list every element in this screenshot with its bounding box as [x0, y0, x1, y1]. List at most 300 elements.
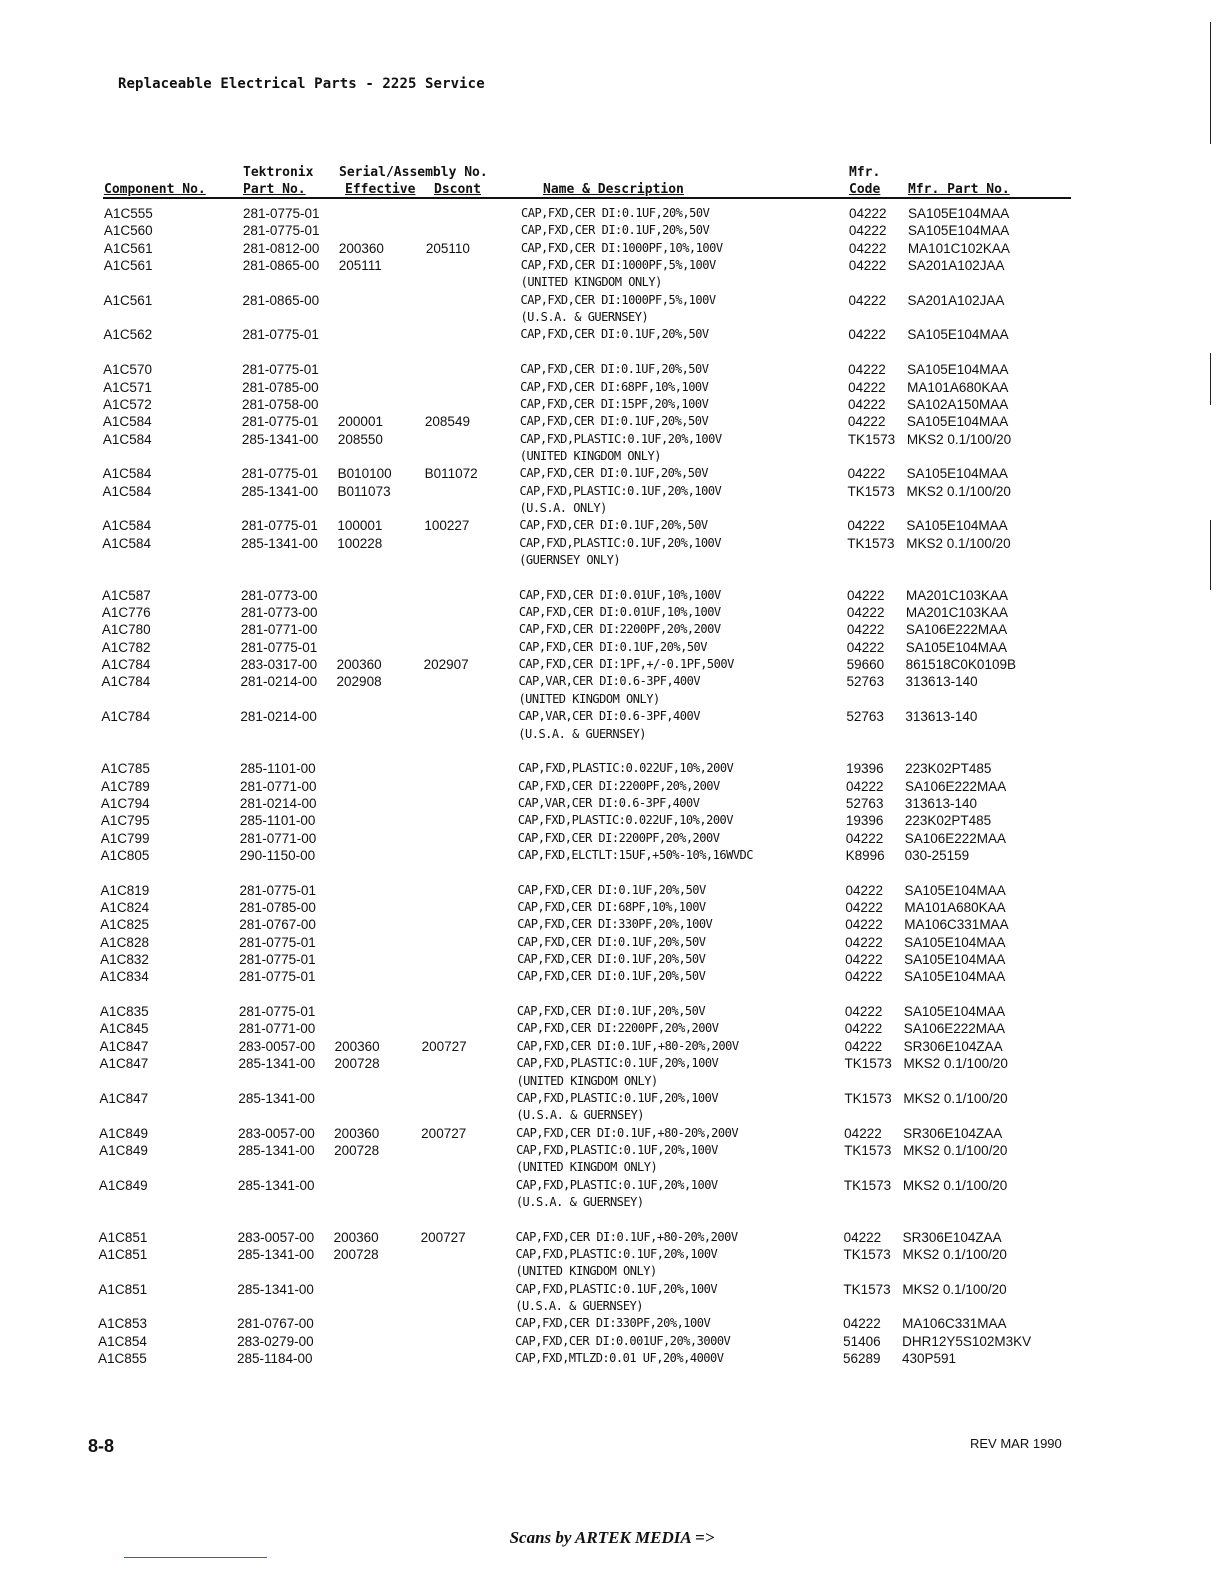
- col-tektronix-label: Tektronix: [243, 165, 314, 180]
- mfr-code-cell: 51406: [843, 1333, 881, 1349]
- component-no-cell: A1C555: [104, 206, 153, 221]
- mfr-code-cell: 04222: [848, 327, 886, 343]
- description-cell: CAP,FXD,PLASTIC:0.022UF,10%,200V: [517, 813, 733, 828]
- mfr-part-no-cell: SA105E104MAA: [904, 952, 1006, 968]
- tek-part-no-cell: 281-0214-00: [240, 674, 318, 690]
- tek-part-no-cell: 283-0279-00: [237, 1333, 314, 1349]
- tek-part-no-cell: 281-0775-01: [238, 1004, 316, 1020]
- description-cell: CAP,FXD,ELCTLT:15UF,+50%-10%,16WVDC: [517, 847, 753, 862]
- mfr-part-no-cell: SA105E104MAA: [906, 414, 1009, 430]
- serial-effective-cell: 200728: [334, 1142, 380, 1158]
- mfr-code-cell: 04222: [847, 518, 885, 534]
- tek-part-no-cell: 285-1341-00: [238, 1090, 315, 1106]
- serial-dscont-cell: 200727: [421, 1038, 467, 1054]
- col-effective-label: Effective: [345, 182, 416, 197]
- description-cell: CAP,FXD,PLASTIC:0.1UF,20%,100V: [516, 1142, 718, 1157]
- serial-effective-cell: 100228: [337, 535, 383, 551]
- description-cell: (GUERNSEY ONLY): [519, 553, 621, 567]
- component-no-cell: A1C824: [100, 900, 150, 915]
- tek-part-no-cell: 281-0773-00: [240, 605, 318, 621]
- component-no-cell: A1C849: [98, 1177, 148, 1193]
- mfr-code-cell: 04222: [844, 1021, 883, 1037]
- mfr-part-no-cell: 313613-140: [905, 709, 978, 725]
- component-no-cell: A1C584: [102, 535, 152, 551]
- component-no-cell: A1C587: [102, 587, 151, 603]
- tek-part-no-cell: 285-1341-00: [237, 1281, 314, 1297]
- mfr-code-cell: 04222: [848, 396, 886, 412]
- mfr-code-cell: 04222: [845, 969, 883, 985]
- description-cell: (U.S.A. & GUERNSEY): [518, 726, 647, 741]
- mfr-code-cell: TK1573: [843, 1247, 891, 1262]
- tek-part-no-cell: 281-0865-00: [242, 258, 320, 274]
- description-cell: CAP,FXD,PLASTIC:0.022UF,10%,200V: [518, 761, 734, 776]
- mfr-code-cell: 56289: [843, 1351, 881, 1367]
- component-no-cell: A1C584: [102, 431, 152, 447]
- mfr-part-no-cell: MKS2 0.1/100/20: [903, 1142, 1008, 1158]
- tek-part-no-cell: 285-1341-00: [241, 535, 318, 551]
- mfr-code-cell: 52763: [846, 709, 884, 725]
- component-no-cell: A1C825: [100, 917, 150, 933]
- mfr-code-cell: 04222: [847, 587, 885, 603]
- mfr-part-no-cell: 313613-140: [904, 795, 977, 811]
- description-cell: CAP,FXD,PLASTIC:0.1UF,20%,100V: [515, 1177, 718, 1192]
- description-cell: (U.S.A. & GUERNSEY): [516, 1108, 645, 1123]
- col-part-no-label: Part No.: [243, 182, 306, 197]
- mfr-part-no-cell: SA106E222MAA: [903, 1021, 1006, 1037]
- mfr-code-cell: 04222: [849, 206, 887, 221]
- tek-part-no-cell: 285-1341-00: [238, 1056, 316, 1072]
- serial-effective-cell: B011073: [337, 483, 391, 499]
- description-cell: CAP,FXD,CER DI:330PF,20%,100V: [517, 917, 713, 932]
- component-no-cell: A1C799: [100, 830, 150, 846]
- mfr-part-no-cell: MKS2 0.1/100/20: [902, 1177, 1008, 1193]
- mfr-code-cell: 04222: [848, 258, 887, 274]
- description-cell: CAP,FXD,CER DI:0.1UF,20%,50V: [519, 518, 708, 533]
- mfr-part-no-cell: SA105E104MAA: [906, 466, 1008, 482]
- mfr-code-cell: TK1573: [847, 483, 895, 499]
- col-serial-header: [339, 164, 488, 181]
- description-cell: CAP,FXD,CER DI:2200PF,20%,200V: [516, 1021, 719, 1036]
- serial-effective-cell: 200360: [334, 1038, 380, 1054]
- tek-part-no-cell: 281-0775-01: [242, 327, 319, 343]
- component-no-cell: A1C828: [100, 934, 149, 950]
- description-cell: CAP,FXD,CER DI:0.01UF,10%,100V: [518, 605, 721, 620]
- mfr-code-cell: TK1573: [847, 431, 896, 447]
- mfr-code-cell: 04222: [845, 882, 883, 898]
- description-cell: CAP,FXD,CER DI:0.1UF,20%,50V: [520, 362, 709, 377]
- header-rule: [103, 197, 1071, 199]
- tek-part-no-cell: 281-0767-00: [239, 917, 316, 933]
- mfr-part-no-cell: MKS2 0.1/100/20: [906, 483, 1011, 499]
- mfr-part-no-cell: SA102A150MAA: [907, 396, 1009, 412]
- tek-part-no-cell: 281-0771-00: [239, 830, 317, 846]
- mfr-code-cell: 04222: [845, 830, 884, 846]
- description-cell: CAP,FXD,PLASTIC:0.1UF,20%,100V: [519, 535, 722, 550]
- description-cell: (U.S.A. & GUERNSEY): [515, 1194, 644, 1209]
- component-no-cell: A1C849: [99, 1125, 148, 1141]
- mfr-code-cell: 04222: [843, 1316, 881, 1332]
- component-no-cell: A1C851: [98, 1247, 148, 1262]
- serial-dscont-cell: B011072: [424, 466, 478, 482]
- col-name-header: [543, 181, 684, 198]
- scan-credit: Scans by ARTEK MEDIA =>: [509, 1528, 715, 1547]
- mfr-part-no-cell: MA106C331MAA: [904, 917, 1009, 933]
- component-no-cell: A1C835: [99, 1004, 149, 1020]
- tek-part-no-cell: 281-0775-01: [239, 969, 316, 985]
- tek-part-no-cell: 281-0775-01: [239, 934, 316, 950]
- tek-part-no-cell: 285-1341-00: [238, 1142, 315, 1158]
- description-cell: CAP,VAR,CER DI:0.6-3PF,400V: [517, 795, 700, 810]
- mfr-code-cell: TK1573: [844, 1142, 892, 1158]
- col-effective-header: [345, 181, 415, 198]
- mfr-code-cell: TK1573: [847, 535, 895, 551]
- mfr-code-cell: 04222: [845, 934, 883, 950]
- mfr-part-no-cell: MA101C102KAA: [907, 240, 1010, 256]
- component-no-cell: A1C561: [103, 240, 153, 256]
- mfr-part-no-cell: SA105E104MAA: [903, 1004, 1006, 1020]
- mfr-part-no-cell: MA101A680KAA: [904, 900, 1006, 915]
- description-cell: CAP,FXD,PLASTIC:0.1UF,20%,100V: [516, 1056, 719, 1071]
- component-no-cell: A1C584: [102, 483, 152, 499]
- serial-effective-cell: B010100: [337, 466, 392, 482]
- description-cell: (UNITED KINGDOM ONLY): [520, 275, 662, 290]
- component-no-cell: A1C571: [103, 379, 152, 395]
- mfr-code-cell: 04222: [846, 639, 885, 655]
- tek-part-no-cell: 281-0775-01: [241, 466, 319, 482]
- description-cell: (U.S.A. & GUERNSEY): [520, 310, 649, 325]
- col-tektronix-header: [243, 164, 313, 198]
- col-component-header: [104, 181, 206, 198]
- tek-part-no-cell: 281-0775-01: [241, 414, 319, 430]
- description-cell: CAP,FXD,CER DI:2200PF,20%,200V: [517, 830, 720, 845]
- col-mfr-part-label: Mfr. Part No.: [908, 182, 1010, 197]
- mfr-code-cell: 04222: [848, 362, 886, 378]
- mfr-part-no-cell: SA105E104MAA: [907, 362, 1009, 378]
- tek-part-no-cell: 281-0785-00: [242, 379, 319, 395]
- serial-effective-cell: 200360: [334, 1125, 380, 1141]
- description-cell: (UNITED KINGDOM ONLY): [516, 1160, 658, 1175]
- mfr-code-cell: 59660: [846, 657, 885, 673]
- description-cell: CAP,FXD,CER DI:0.1UF,+80-20%,200V: [516, 1125, 739, 1140]
- description-cell: CAP,FXD,CER DI:1000PF,5%,100V: [520, 292, 716, 307]
- description-cell: CAP,FXD,CER DI:0.1UF,20%,50V: [517, 952, 706, 967]
- bottom-link-line: [124, 1557, 267, 1558]
- tek-part-no-cell: 281-0771-00: [238, 1021, 316, 1037]
- mfr-part-no-cell: SA105E104MAA: [904, 934, 1006, 950]
- tek-part-no-cell: 283-0057-00: [237, 1229, 315, 1245]
- col-component-label: Component No.: [104, 182, 206, 197]
- description-cell: CAP,FXD,PLASTIC:0.1UF,20%,100V: [516, 1090, 719, 1105]
- mfr-part-no-cell: SA105E104MAA: [908, 206, 1010, 221]
- component-no-cell: A1C819: [100, 882, 150, 898]
- description-cell: CAP,FXD,CER DI:2200PF,20%,200V: [518, 778, 720, 793]
- tek-part-no-cell: 281-0775-01: [239, 882, 317, 898]
- mfr-part-no-cell: SR306E104ZAA: [902, 1229, 1002, 1245]
- component-no-cell: A1C785: [101, 761, 150, 777]
- mfr-code-cell: 04222: [846, 622, 885, 638]
- component-no-cell: A1C561: [103, 258, 153, 274]
- component-no-cell: A1C584: [102, 414, 152, 430]
- mfr-part-no-cell: SA201A102JAA: [907, 258, 1005, 274]
- mfr-code-cell: 52763: [846, 674, 885, 690]
- component-no-cell: A1C845: [99, 1021, 149, 1037]
- component-no-cell: A1C784: [101, 657, 151, 673]
- mfr-part-no-cell: 313613-140: [905, 674, 978, 690]
- mfr-code-cell: TK1573: [844, 1090, 892, 1106]
- serial-dscont-cell: 200727: [421, 1125, 467, 1141]
- col-mfr-part-header: [908, 181, 1010, 198]
- component-no-cell: A1C805: [100, 847, 150, 863]
- col-code-label: Code: [849, 182, 881, 197]
- mfr-code-cell: 52763: [845, 795, 884, 811]
- description-cell: CAP,FXD,PLASTIC:0.1UF,20%,100V: [519, 483, 722, 498]
- tek-part-no-cell: 281-0775-01: [242, 362, 319, 378]
- component-no-cell: A1C572: [103, 396, 152, 412]
- page-number: 8-8: [88, 1436, 115, 1456]
- description-cell: CAP,FXD,CER DI:0.1UF,20%,50V: [518, 639, 708, 654]
- component-no-cell: A1C847: [99, 1090, 149, 1106]
- edge-mark-top: [1210, 22, 1211, 144]
- tek-part-no-cell: 285-1101-00: [240, 761, 316, 777]
- mfr-part-no-cell: SA105E104MAA: [904, 969, 1006, 985]
- description-cell: CAP,FXD,CER DI:15PF,20%,100V: [520, 396, 709, 411]
- serial-effective-cell: 200360: [333, 1229, 379, 1245]
- component-no-cell: A1C855: [98, 1351, 147, 1367]
- tek-part-no-cell: 281-0771-00: [240, 778, 317, 794]
- tek-part-no-cell: 283-0317-00: [240, 657, 318, 673]
- mfr-code-cell: 04222: [847, 466, 886, 482]
- mfr-part-no-cell: DHR12Y5S102M3KV: [902, 1333, 1032, 1349]
- serial-dscont-cell: 202907: [423, 657, 469, 673]
- col-name-label: Name & Description: [543, 182, 684, 197]
- description-cell: CAP,FXD,CER DI:68PF,10%,100V: [520, 379, 709, 394]
- mfr-code-cell: 04222: [848, 240, 887, 256]
- component-no-cell: A1C851: [98, 1229, 148, 1245]
- tek-part-no-cell: 281-0785-00: [239, 900, 316, 915]
- serial-dscont-cell: 100227: [424, 518, 470, 534]
- mfr-code-cell: TK1573: [843, 1281, 891, 1297]
- mfr-part-no-cell: SA201A102JAA: [907, 292, 1005, 308]
- component-no-cell: A1C794: [100, 795, 150, 811]
- mfr-part-no-cell: 030-25159: [904, 847, 970, 863]
- description-cell: (UNITED KINGDOM ONLY): [518, 691, 660, 706]
- tek-part-no-cell: 281-0775-01: [241, 518, 318, 534]
- tek-part-no-cell: 281-0865-00: [242, 292, 320, 308]
- serial-effective-cell: 200360: [338, 240, 384, 256]
- col-mfr-label: Mfr.: [849, 165, 881, 180]
- description-cell: CAP,FXD,CER DI:0.001UF,20%,3000V: [515, 1333, 731, 1348]
- description-cell: CAP,FXD,CER DI:0.1UF,20%,50V: [520, 223, 710, 238]
- mfr-code-cell: 19396: [845, 813, 884, 829]
- mfr-part-no-cell: 430P591: [902, 1351, 957, 1367]
- tek-part-no-cell: 283-0057-00: [238, 1038, 316, 1054]
- component-no-cell: A1C847: [99, 1038, 149, 1054]
- component-no-cell: A1C795: [100, 813, 150, 829]
- mfr-code-cell: 04222: [845, 952, 883, 968]
- mfr-part-no-cell: MA201C103KAA: [905, 605, 1008, 621]
- mfr-part-no-cell: SA106E222MAA: [904, 830, 1007, 846]
- description-cell: CAP,FXD,CER DI:0.1UF,20%,50V: [521, 206, 710, 220]
- serial-effective-cell: 200728: [333, 1247, 379, 1262]
- mfr-code-cell: 04222: [847, 414, 886, 430]
- tek-part-no-cell: 285-1341-00: [237, 1247, 315, 1262]
- component-no-cell: A1C849: [99, 1142, 148, 1158]
- mfr-part-no-cell: MKS2 0.1/100/20: [903, 1056, 1008, 1072]
- serial-dscont-cell: 200727: [420, 1229, 466, 1245]
- mfr-code-cell: 04222: [845, 917, 883, 933]
- description-cell: CAP,VAR,CER DI:0.6-3PF,400V: [518, 709, 700, 724]
- mfr-code-cell: TK1573: [844, 1056, 892, 1072]
- mfr-part-no-cell: MKS2 0.1/100/20: [902, 1281, 1007, 1297]
- component-no-cell: A1C562: [103, 327, 153, 343]
- description-cell: CAP,FXD,CER DI:1000PF,10%,100V: [520, 240, 723, 255]
- description-cell: CAP,FXD,CER DI:1000PF,5%,100V: [520, 258, 716, 273]
- component-no-cell: A1C789: [101, 778, 150, 794]
- serial-effective-cell: 202908: [336, 674, 382, 690]
- description-cell: CAP,FXD,MTLZD:0.01 UF,20%,4000V: [515, 1351, 724, 1366]
- description-cell: CAP,FXD,CER DI:0.1UF,+80-20%,200V: [516, 1038, 739, 1053]
- col-mfr-code-header: [849, 164, 880, 198]
- revision-date: REV MAR 1990: [970, 1436, 1062, 1451]
- component-no-cell: A1C851: [98, 1281, 148, 1297]
- component-no-cell: A1C784: [101, 709, 151, 725]
- component-no-cell: A1C784: [101, 674, 151, 690]
- mfr-code-cell: 04222: [844, 1004, 883, 1020]
- tek-part-no-cell: 285-1184-00: [237, 1351, 313, 1367]
- description-cell: (U.S.A. ONLY): [519, 500, 607, 515]
- description-cell: CAP,FXD,CER DI:0.1UF,20%,50V: [520, 327, 709, 342]
- description-cell: CAP,FXD,CER DI:1PF,+/-0.1PF,500V: [518, 657, 734, 672]
- mfr-part-no-cell: SA105E104MAA: [907, 223, 1010, 239]
- description-cell: (UNITED KINGDOM ONLY): [519, 448, 661, 463]
- tek-part-no-cell: 285-1341-00: [241, 483, 319, 499]
- description-cell: CAP,FXD,CER DI:0.1UF,20%,50V: [517, 882, 706, 897]
- serial-dscont-cell: 205110: [425, 240, 470, 256]
- description-cell: CAP,FXD,CER DI:330PF,20%,100V: [515, 1316, 711, 1331]
- mfr-code-cell: K8996: [845, 847, 885, 863]
- mfr-code-cell: 04222: [845, 900, 883, 915]
- serial-effective-cell: 205111: [338, 258, 382, 274]
- mfr-part-no-cell: SA106E222MAA: [905, 622, 1008, 638]
- tek-part-no-cell: 281-0775-01: [239, 952, 316, 968]
- description-cell: CAP,FXD,CER DI:0.1UF,20%,50V: [519, 414, 709, 429]
- mfr-part-no-cell: SA105E104MAA: [904, 882, 1006, 898]
- mfr-part-no-cell: MA201C103KAA: [906, 587, 1009, 603]
- description-cell: CAP,FXD,PLASTIC:0.1UF,20%,100V: [515, 1247, 718, 1261]
- mfr-part-no-cell: SA105E104MAA: [907, 327, 1009, 343]
- serial-effective-cell: 200360: [336, 657, 382, 673]
- mfr-part-no-cell: MKS2 0.1/100/20: [906, 535, 1011, 551]
- tek-part-no-cell: 281-0775-01: [243, 206, 320, 221]
- page-header-title: Replaceable Electrical Parts - 2225 Service: [118, 76, 485, 92]
- mfr-code-cell: 19396: [846, 761, 884, 777]
- tek-part-no-cell: 283-0057-00: [238, 1125, 315, 1141]
- description-cell: CAP,FXD,CER DI:0.1UF,20%,50V: [519, 466, 708, 481]
- component-no-cell: A1C560: [103, 223, 153, 239]
- description-cell: CAP,FXD,CER DI:0.1UF,20%,50V: [517, 969, 706, 984]
- component-no-cell: A1C834: [100, 969, 149, 985]
- mfr-part-no-cell: SR306E104ZAA: [903, 1125, 1003, 1141]
- tek-part-no-cell: 290-1150-00: [239, 847, 316, 863]
- component-no-cell: A1C780: [101, 622, 151, 638]
- edge-mark-lower: [1210, 520, 1211, 590]
- mfr-code-cell: 04222: [848, 223, 887, 239]
- mfr-code-cell: 04222: [846, 605, 885, 621]
- component-no-cell: A1C832: [100, 952, 149, 968]
- component-no-cell: A1C847: [99, 1056, 149, 1072]
- serial-effective-cell: 100001: [337, 518, 383, 534]
- mfr-code-cell: 04222: [844, 1125, 882, 1141]
- mfr-part-no-cell: 223K02PT485: [905, 761, 992, 777]
- serial-effective-cell: 200001: [337, 414, 383, 430]
- description-cell: CAP,VAR,CER DI:0.6-3PF,400V: [518, 674, 701, 689]
- mfr-part-no-cell: SA106E222MAA: [905, 778, 1007, 794]
- mfr-code-cell: 04222: [846, 778, 884, 794]
- mfr-part-no-cell: MA106C331MAA: [902, 1316, 1007, 1332]
- mfr-code-cell: 04222: [844, 1038, 883, 1054]
- component-no-cell: A1C584: [102, 518, 152, 534]
- component-no-cell: A1C584: [102, 466, 152, 482]
- mfr-part-no-cell: 223K02PT485: [904, 813, 992, 829]
- component-no-cell: A1C776: [101, 605, 151, 621]
- component-no-cell: A1C570: [103, 362, 152, 378]
- tek-part-no-cell: 281-0812-00: [242, 240, 320, 256]
- mfr-part-no-cell: MA101A680KAA: [907, 379, 1009, 395]
- tek-part-no-cell: 281-0775-01: [242, 223, 320, 239]
- description-cell: CAP,FXD,CER DI:2200PF,20%,200V: [518, 622, 721, 637]
- description-cell: CAP,FXD,CER DI:0.1UF,20%,50V: [517, 934, 706, 949]
- description-cell: CAP,FXD,PLASTIC:0.1UF,20%,100V: [515, 1281, 718, 1296]
- tek-part-no-cell: 281-0767-00: [237, 1316, 314, 1332]
- description-cell: (UNITED KINGDOM ONLY): [515, 1264, 657, 1279]
- tek-part-no-cell: 281-0773-00: [241, 587, 318, 603]
- tek-part-no-cell: 281-0214-00: [240, 709, 317, 725]
- description-cell: CAP,FXD,PLASTIC:0.1UF,20%,100V: [519, 431, 722, 446]
- mfr-part-no-cell: MKS2 0.1/100/20: [903, 1090, 1008, 1106]
- tek-part-no-cell: 285-1101-00: [239, 813, 316, 829]
- mfr-part-no-cell: SR306E104ZAA: [903, 1038, 1003, 1054]
- mfr-part-no-cell: 861518C0K0109B: [905, 657, 1016, 673]
- serial-effective-cell: 200728: [334, 1056, 380, 1072]
- col-serial-label: Serial/Assembly No.: [339, 165, 488, 180]
- description-cell: (U.S.A. & GUERNSEY): [515, 1299, 644, 1314]
- component-no-cell: A1C853: [98, 1316, 147, 1332]
- component-no-cell: A1C561: [103, 292, 153, 308]
- description-cell: CAP,FXD,CER DI:0.1UF,+80-20%,200V: [515, 1229, 738, 1244]
- mfr-part-no-cell: MKS2 0.1/100/20: [906, 431, 1012, 447]
- tek-part-no-cell: 281-0758-00: [242, 396, 319, 412]
- tek-part-no-cell: 281-0775-01: [240, 639, 318, 655]
- mfr-code-cell: 04222: [848, 379, 886, 395]
- tek-part-no-cell: 281-0214-00: [239, 795, 317, 811]
- mfr-code-cell: 04222: [848, 292, 887, 308]
- tek-part-no-cell: 281-0771-00: [240, 622, 318, 638]
- mfr-part-no-cell: SA105E104MAA: [906, 518, 1008, 534]
- tek-part-no-cell: 285-1341-00: [241, 431, 319, 447]
- description-cell: (UNITED KINGDOM ONLY): [516, 1073, 658, 1088]
- col-dscont-label: Dscont: [434, 182, 481, 197]
- serial-effective-cell: 208550: [337, 431, 383, 447]
- description-cell: CAP,FXD,CER DI:0.01UF,10%,100V: [519, 587, 721, 602]
- mfr-code-cell: 04222: [843, 1229, 882, 1245]
- serial-dscont-cell: 208549: [424, 414, 470, 430]
- component-no-cell: A1C782: [101, 639, 151, 655]
- description-cell: CAP,FXD,CER DI:68PF,10%,100V: [517, 900, 706, 914]
- description-cell: CAP,FXD,CER DI:0.1UF,20%,50V: [516, 1004, 706, 1019]
- component-no-cell: A1C854: [98, 1333, 147, 1349]
- edge-mark-middle: [1210, 353, 1211, 405]
- mfr-part-no-cell: MKS2 0.1/100/20: [902, 1247, 1007, 1262]
